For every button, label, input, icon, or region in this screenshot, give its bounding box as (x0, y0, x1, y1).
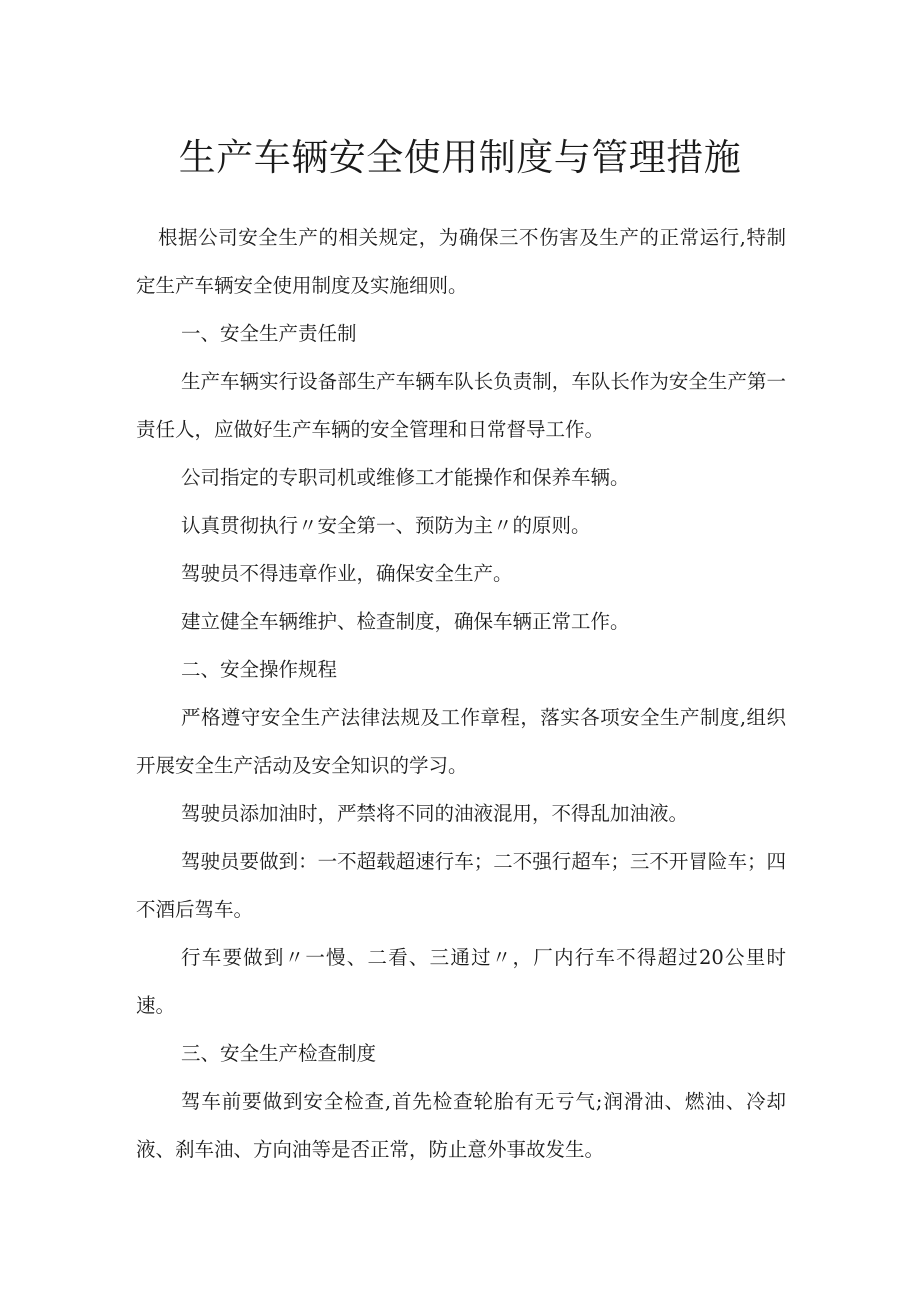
paragraph: 严格遵守安全生产法律法规及工作章程，落实各项安全生产制度,组织开展安全生产活动及安全知识的学习。 (136, 706, 786, 777)
document-title: 生产车辆安全使用制度与管理措施 (178, 136, 742, 179)
paragraph: 行车要做到〃一慢、二看、三通过〃，厂内行车不得超过20公里时速。 (136, 946, 786, 1017)
paragraph: 驾驶员要做到：一不超载超速行车；二不强行超车；三不开冒险车；四不酒后驾车。 (136, 850, 786, 921)
paragraph: 生产车辆实行设备部生产车辆车队长负责制，车队长作为安全生产第一责任人，应做好生产车辆的安全管理和日常督导工作。 (136, 370, 786, 441)
document-body (136, 214, 786, 1174)
paragraph: 驾驶员添加油时，严禁将不同的油液混用，不得乱加油液。 (181, 802, 689, 825)
paragraph: 驾车前要做到安全检查,首先检查轮胎有无亏气;润滑油、燃油、冷却液、刹车油、方向油等是否正常，防止意外事故发生。 (136, 1090, 786, 1161)
section-heading-2: 二、安全操作规程 (181, 658, 338, 681)
paragraph: 公司指定的专职司机或维修工才能操作和保养车辆。 (181, 466, 630, 489)
paragraph: 认真贯彻执行〃安全第一、预防为主〃的原则。 (181, 514, 591, 537)
intro-paragraph: 根据公司安全生产的相关规定，为确保三不伤害及生产的正常运行,特制定生产车辆安全使用制度及实施细则。 (136, 226, 786, 297)
paragraph: 驾驶员不得违章作业，确保安全生产。 (181, 562, 513, 585)
section-heading-1: 一、安全生产责任制 (181, 322, 357, 345)
section-heading-3: 三、安全生产检查制度 (181, 1042, 377, 1065)
paragraph: 建立健全车辆维护、检查制度，确保车辆正常工作。 (181, 610, 630, 633)
